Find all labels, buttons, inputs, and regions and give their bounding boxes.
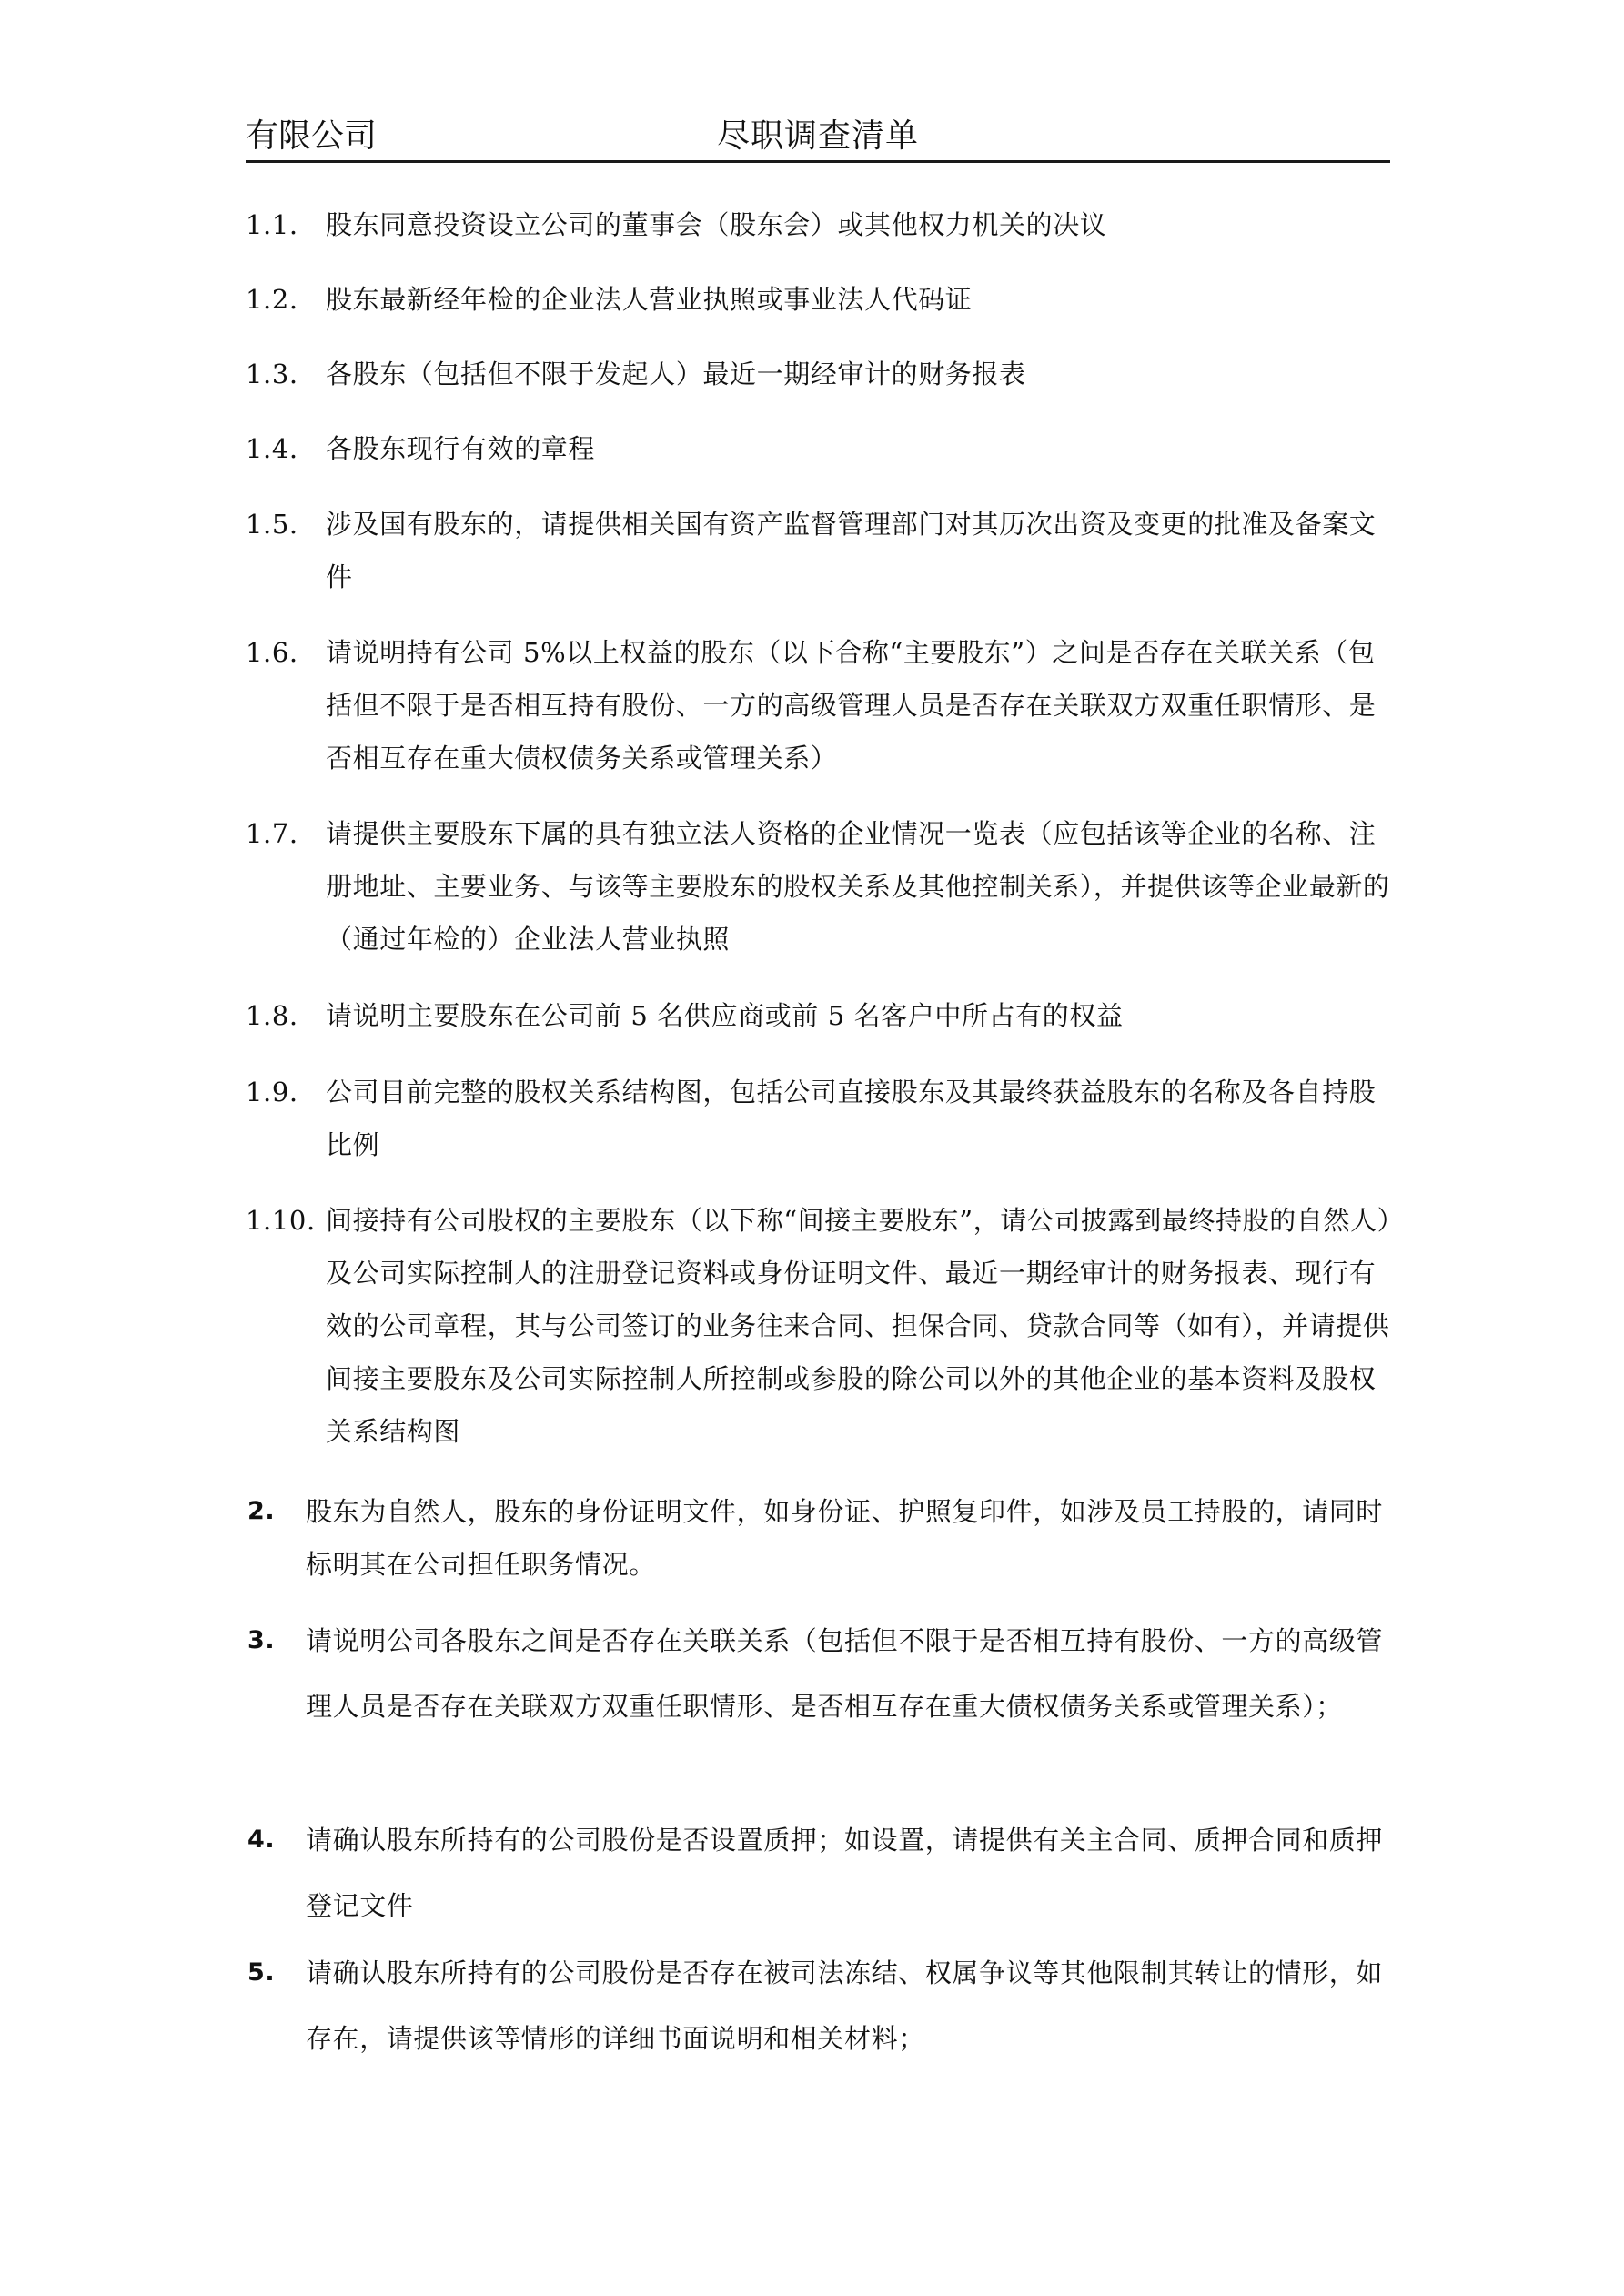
- item-number: 5.: [247, 1958, 276, 1987]
- item-text: 请确认股东所持有的公司股份是否存在被司法冻结、权属争议等其他限制其转让的情形，如存在，请提供该等情形的详细书面说明和相关材料；: [306, 1957, 1384, 2054]
- item-number: 1.8.: [246, 1000, 298, 1031]
- item-text: 请说明持有公司 5%以上权益的股东（以下合称“主要股东”）之间是否存在关联关系（包括但不限于是否相互持有股份、一方的高级管理人员是否存在关联双方双重任职情形、是否相互存在重大债权债务关系或管理关系）: [326, 637, 1377, 774]
- item-number: 1.2.: [246, 284, 298, 315]
- item-text: 间接持有公司股权的主要股东（以下称“间接主要股东”，请公司披露到最终持股的自然人）及公司实际控制人的注册登记资料或身份证明文件、最近一期经审计的财务报表、现行有效的公司章程，其与公司签订的业务往来合同、担保合同、贷款合同等（如有），并请提供间接主要股东及公司实际控制人所控制或参股的除公司以外的其他企业的基本资料及股权关系结构图: [326, 1205, 1391, 1447]
- item-number: 3.: [247, 1626, 276, 1654]
- item-text: 股东为自然人，股东的身份证明文件，如身份证、护照复印件，如涉及员工持股的，请同时标明其在公司担任职务情况。: [306, 1496, 1384, 1580]
- list-item: [246, 807, 1392, 966]
- item-text: 股东同意投资设立公司的董事会（股东会）或其他权力机关的决议: [326, 209, 1107, 240]
- item-number: 4.: [247, 1826, 276, 1854]
- page-title: 尽职调查清单: [716, 117, 919, 155]
- item-number: 2.: [247, 1497, 276, 1525]
- list-item: [246, 1485, 1392, 1591]
- list-item: [246, 989, 1392, 1042]
- item-number: 1.7.: [246, 818, 298, 849]
- page-header: [246, 116, 1390, 163]
- list-item: [246, 626, 1392, 784]
- item-number: 1.1.: [246, 209, 298, 240]
- item-text: 股东最新经年检的企业法人营业执照或事业法人代码证: [326, 284, 973, 315]
- list-item: [246, 1066, 1392, 1171]
- list-item: [246, 348, 1392, 400]
- list-item: [246, 1807, 1392, 1938]
- item-text: 请确认股东所持有的公司股份是否设置质押；如设置，请提供有关主合同、质押合同和质押登记文件: [306, 1825, 1384, 1921]
- item-text: 各股东现行有效的章程: [326, 433, 596, 464]
- item-number: 1.6.: [246, 637, 298, 668]
- item-number: 1.3.: [246, 359, 298, 389]
- item-number: 1.9.: [246, 1077, 298, 1108]
- item-text: 请提供主要股东下属的具有独立法人资格的企业情况一览表（应包括该等企业的名称、注册地址、主要业务、与该等主要股东的股权关系及其他控制关系），并提供该等企业最新的（通过年检的）企业法人营业执照: [326, 818, 1390, 955]
- list-item: [246, 1194, 1392, 1458]
- item-number: 1.4.: [246, 433, 298, 464]
- list-item: [246, 1940, 1392, 2071]
- item-number: 1.5.: [246, 509, 298, 540]
- header-company: 有限公司: [246, 117, 378, 155]
- list-item: [246, 498, 1392, 603]
- list-item: [246, 198, 1392, 251]
- list-item: [246, 422, 1392, 475]
- item-number: 1.10.: [246, 1205, 316, 1236]
- item-text: 涉及国有股东的，请提供相关国有资产监督管理部门对其历次出资及变更的批准及备案文件: [326, 509, 1377, 592]
- item-text: 公司目前完整的股权关系结构图，包括公司直接股东及其最终获益股东的名称及各自持股比例: [326, 1077, 1377, 1160]
- list-item: [246, 1608, 1392, 1739]
- list-item: [246, 273, 1392, 326]
- item-text: 请说明公司各股东之间是否存在关联关系（包括但不限于是否相互持有股份、一方的高级管理人员是否存在关联双方双重任职情形、是否相互存在重大债权债务关系或管理关系）；: [306, 1625, 1384, 1722]
- item-text: 请说明主要股东在公司前 5 名供应商或前 5 名客户中所占有的权益: [326, 1000, 1124, 1031]
- item-text: 各股东（包括但不限于发起人）最近一期经审计的财务报表: [326, 359, 1026, 389]
